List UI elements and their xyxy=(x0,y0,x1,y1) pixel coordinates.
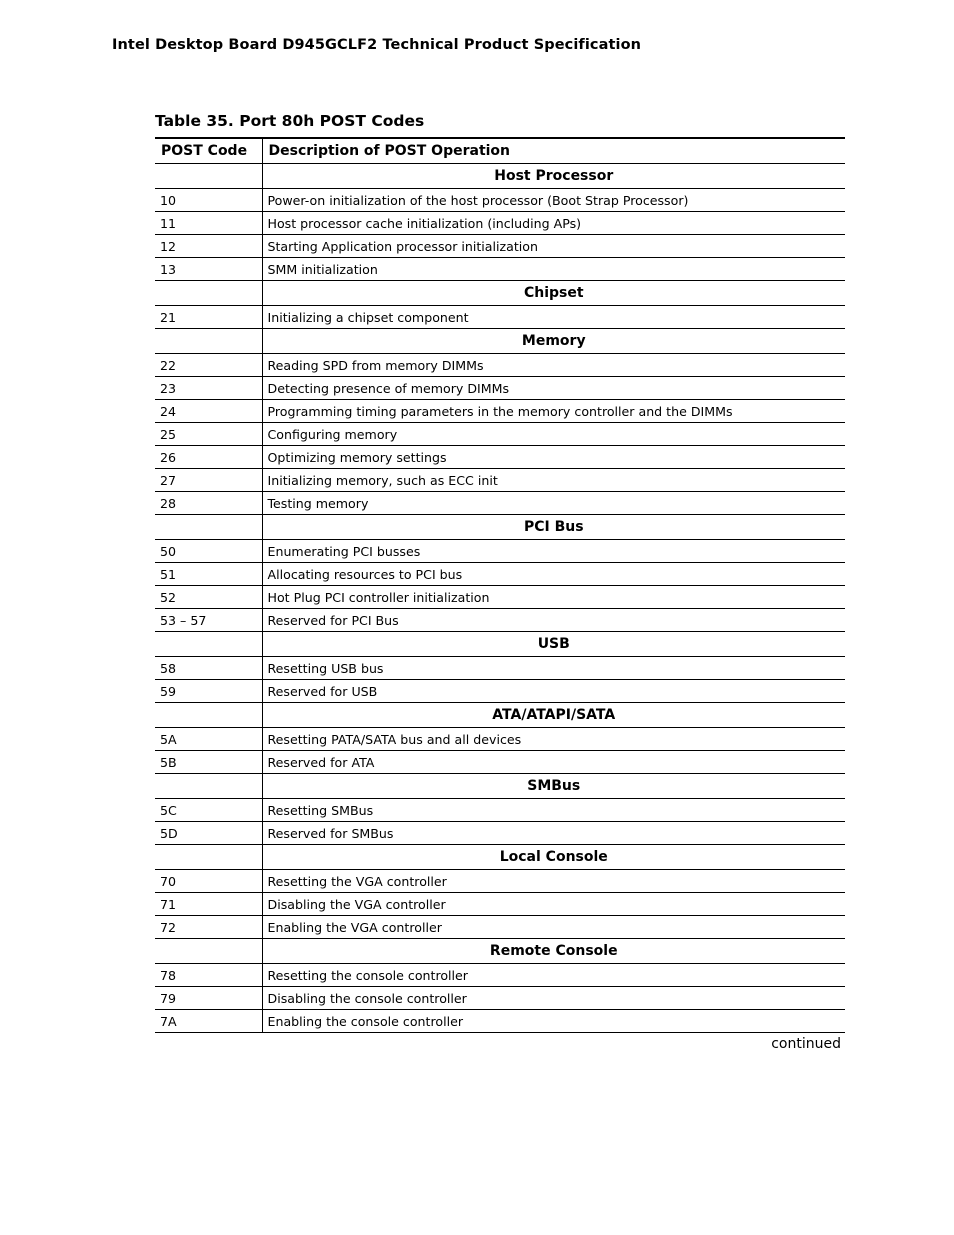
table-row xyxy=(155,446,845,469)
description-cell: Programming timing parameters in the memory controller and the DIMMs xyxy=(262,400,845,423)
post-code-cell: 79 xyxy=(155,987,262,1010)
post-code-cell: 52 xyxy=(155,586,262,609)
description-cell: Resetting SMBus xyxy=(262,799,845,822)
section-code-cell xyxy=(155,164,262,189)
table-row xyxy=(155,870,845,893)
description-cell: Reserved for SMBus xyxy=(262,822,845,845)
table-row xyxy=(155,469,845,492)
section-code-cell xyxy=(155,845,262,870)
table-row xyxy=(155,1010,845,1033)
description-cell: Optimizing memory settings xyxy=(262,446,845,469)
table-row xyxy=(155,680,845,703)
table-row xyxy=(155,212,845,235)
section-row xyxy=(155,329,845,354)
table-row xyxy=(155,822,845,845)
section-code-cell xyxy=(155,703,262,728)
table-row xyxy=(155,400,845,423)
section-row xyxy=(155,774,845,799)
section-code-cell xyxy=(155,329,262,354)
post-code-cell: 59 xyxy=(155,680,262,703)
post-code-cell: 78 xyxy=(155,964,262,987)
post-code-cell: 5B xyxy=(155,751,262,774)
column-header-description: Description of POST Operation xyxy=(262,138,845,164)
post-code-cell: 50 xyxy=(155,540,262,563)
column-header-post-code: POST Code xyxy=(155,138,262,164)
description-cell: Enabling the VGA controller xyxy=(262,916,845,939)
table-row xyxy=(155,540,845,563)
section-heading: ATA/ATAPI/SATA xyxy=(262,703,845,728)
section-heading: Local Console xyxy=(262,845,845,870)
section-code-cell xyxy=(155,281,262,306)
description-cell: Enumerating PCI busses xyxy=(262,540,845,563)
table-row xyxy=(155,916,845,939)
section-code-cell xyxy=(155,515,262,540)
table-row xyxy=(155,657,845,680)
table-row xyxy=(155,492,845,515)
table-row xyxy=(155,799,845,822)
description-cell: Testing memory xyxy=(262,492,845,515)
table-row xyxy=(155,306,845,329)
table-header xyxy=(155,138,845,164)
post-code-cell: 71 xyxy=(155,893,262,916)
description-cell: Resetting PATA/SATA bus and all devices xyxy=(262,728,845,751)
table-body xyxy=(155,164,845,1033)
post-code-cell: 12 xyxy=(155,235,262,258)
description-cell: Reserved for ATA xyxy=(262,751,845,774)
post-code-cell: 72 xyxy=(155,916,262,939)
section-code-cell xyxy=(155,939,262,964)
table-header-row xyxy=(155,138,845,164)
description-cell: Reserved for USB xyxy=(262,680,845,703)
post-code-cell: 70 xyxy=(155,870,262,893)
post-code-cell: 21 xyxy=(155,306,262,329)
description-cell: Enabling the console controller xyxy=(262,1010,845,1033)
table-row xyxy=(155,189,845,212)
description-cell: Resetting the console controller xyxy=(262,964,845,987)
post-codes-table xyxy=(155,137,845,1033)
section-heading: USB xyxy=(262,632,845,657)
post-code-cell: 23 xyxy=(155,377,262,400)
post-code-cell: 10 xyxy=(155,189,262,212)
section-code-cell xyxy=(155,632,262,657)
table-row xyxy=(155,751,845,774)
table-row xyxy=(155,354,845,377)
section-heading: PCI Bus xyxy=(262,515,845,540)
post-code-cell: 5A xyxy=(155,728,262,751)
description-cell: Reserved for PCI Bus xyxy=(262,609,845,632)
description-cell: Resetting USB bus xyxy=(262,657,845,680)
section-heading: Remote Console xyxy=(262,939,845,964)
table-title: Table 35. Port 80h POST Codes xyxy=(155,112,425,130)
section-heading: Chipset xyxy=(262,281,845,306)
post-code-cell: 5C xyxy=(155,799,262,822)
table-row xyxy=(155,563,845,586)
post-code-cell: 24 xyxy=(155,400,262,423)
section-row xyxy=(155,703,845,728)
section-row xyxy=(155,845,845,870)
post-code-cell: 28 xyxy=(155,492,262,515)
post-code-cell: 27 xyxy=(155,469,262,492)
table-row xyxy=(155,609,845,632)
table-row xyxy=(155,377,845,400)
page-header-title: Intel Desktop Board D945GCLF2 Technical Product Specification xyxy=(112,37,642,53)
description-cell: Detecting presence of memory DIMMs xyxy=(262,377,845,400)
table-row xyxy=(155,423,845,446)
description-cell: Allocating resources to PCI bus xyxy=(262,563,845,586)
description-cell: Initializing a chipset component xyxy=(262,306,845,329)
description-cell: Initializing memory, such as ECC init xyxy=(262,469,845,492)
section-row xyxy=(155,281,845,306)
post-code-cell: 13 xyxy=(155,258,262,281)
description-cell: Configuring memory xyxy=(262,423,845,446)
table-row xyxy=(155,728,845,751)
table-row xyxy=(155,586,845,609)
description-cell: Host processor cache initialization (including APs) xyxy=(262,212,845,235)
description-cell: Reading SPD from memory DIMMs xyxy=(262,354,845,377)
section-heading: SMBus xyxy=(262,774,845,799)
table-row xyxy=(155,235,845,258)
post-code-cell: 7A xyxy=(155,1010,262,1033)
post-code-cell: 53 – 57 xyxy=(155,609,262,632)
table-row xyxy=(155,893,845,916)
section-heading: Memory xyxy=(262,329,845,354)
continued-note: continued xyxy=(771,1036,841,1052)
table-row xyxy=(155,258,845,281)
section-row xyxy=(155,939,845,964)
table-row xyxy=(155,964,845,987)
description-cell: Starting Application processor initialization xyxy=(262,235,845,258)
description-cell: Hot Plug PCI controller initialization xyxy=(262,586,845,609)
section-code-cell xyxy=(155,774,262,799)
description-cell: Disabling the console controller xyxy=(262,987,845,1010)
description-cell: Power-on initialization of the host processor (Boot Strap Processor) xyxy=(262,189,845,212)
post-code-cell: 58 xyxy=(155,657,262,680)
section-row xyxy=(155,632,845,657)
post-code-cell: 26 xyxy=(155,446,262,469)
post-code-cell: 25 xyxy=(155,423,262,446)
description-cell: Resetting the VGA controller xyxy=(262,870,845,893)
section-row xyxy=(155,515,845,540)
section-row xyxy=(155,164,845,189)
post-code-cell: 51 xyxy=(155,563,262,586)
post-code-cell: 22 xyxy=(155,354,262,377)
post-code-cell: 5D xyxy=(155,822,262,845)
post-code-cell: 11 xyxy=(155,212,262,235)
description-cell: Disabling the VGA controller xyxy=(262,893,845,916)
description-cell: SMM initialization xyxy=(262,258,845,281)
section-heading: Host Processor xyxy=(262,164,845,189)
table-row xyxy=(155,987,845,1010)
